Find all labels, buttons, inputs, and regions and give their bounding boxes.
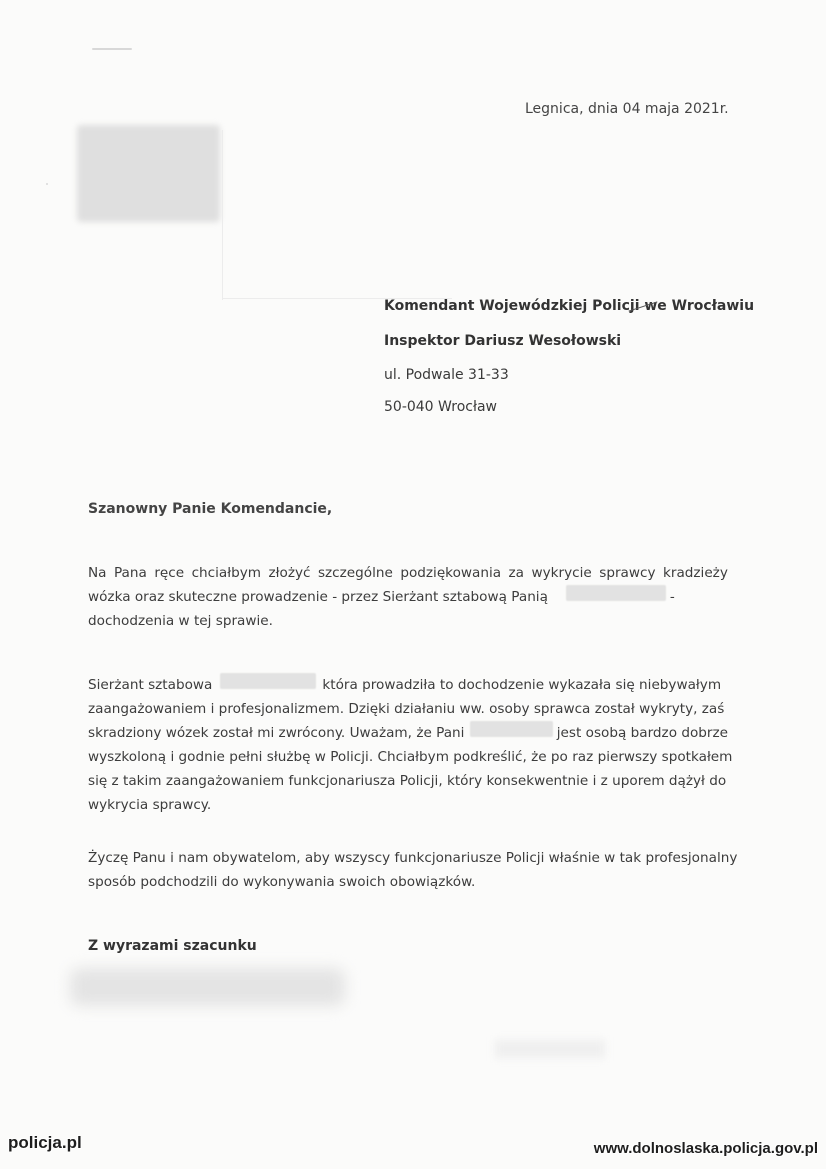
paragraph-word: szczególne xyxy=(317,565,393,581)
paragraph-text: wózka oraz skuteczne prowadzenie - przez Sierżant sztabową Panią xyxy=(88,589,548,605)
paragraph-3 xyxy=(88,846,738,894)
redacted-name xyxy=(566,585,666,601)
paragraph-2 xyxy=(88,673,733,817)
paragraph-word: sprawcy xyxy=(599,565,656,581)
closing-phrase: Z wyrazami szacunku xyxy=(88,938,257,954)
paragraph-line xyxy=(88,870,728,894)
recipient-title: Komendant Wojewódzkiej Policji we Wrocławiu xyxy=(384,298,755,314)
scan-speck xyxy=(46,183,48,185)
paragraph-text: się z takim zaangażowaniem funkcjonariusza Policji, który konsekwentnie i z uporem dążył do xyxy=(88,773,727,789)
paragraph-word: Na xyxy=(88,565,107,581)
paragraph-word: ręce xyxy=(154,565,185,581)
paragraph-text: jest osobą bardzo dobrze xyxy=(556,725,728,741)
recipient-name: Inspektor Dariusz Wesołowski xyxy=(384,333,622,349)
recipient-street: ul. Podwale 31-33 xyxy=(384,367,509,383)
paragraph-text: Życzę Panu i nam obywatelom, aby wszyscy funkcjonariusze Policji właśnie w tak profesjonalny xyxy=(88,850,738,866)
paragraph-text: sposób podchodzili do wykonywania swoich obowiązków. xyxy=(88,874,476,890)
paragraph-line xyxy=(88,745,733,769)
paragraph-line xyxy=(88,721,728,745)
paragraph-word: wykrycie xyxy=(531,565,592,581)
paragraph-line xyxy=(88,673,728,697)
paragraph-text: skradziony wózek został mi zwrócony. Uważam, że Pani xyxy=(88,725,465,741)
paragraph-word: podziękowania xyxy=(400,565,502,581)
redacted-name xyxy=(470,721,552,737)
paragraph-line xyxy=(88,697,728,721)
paragraph-word: złożyć xyxy=(268,565,311,581)
policja-logo-text: policja.pl xyxy=(8,1133,82,1152)
paragraph-word: chciałbym xyxy=(191,565,262,581)
paragraph-word: Pana xyxy=(113,565,147,581)
source-url-watermark: www.dolnoslaska.policja.gov.pl xyxy=(593,1140,818,1157)
paragraph-1 xyxy=(88,561,728,633)
paragraph-line xyxy=(88,793,728,817)
letter-date: Legnica, dnia 04 maja 2021r. xyxy=(525,101,729,117)
paragraph-text: która prowadziła to dochodzenie wykazała się niebywałym xyxy=(322,677,722,693)
paragraph-text: zaangażowaniem i profesjonalizmem. Dzięki działaniu ww. osoby sprawca został wykryty, zaś xyxy=(88,701,725,717)
scan-speck xyxy=(92,48,132,50)
paragraph-line xyxy=(88,769,728,793)
paragraph-line xyxy=(88,585,728,609)
paragraph-text: wykrycia sprawcy. xyxy=(88,797,212,813)
paragraph-text: dochodzenia w tej sprawie. xyxy=(88,613,273,629)
scan-fold-line xyxy=(222,130,223,300)
paragraph-word: za xyxy=(508,565,524,581)
paragraph-line xyxy=(88,846,738,870)
greeting: Szanowny Panie Komendancie, xyxy=(88,501,333,517)
paragraph-word: kradzieży xyxy=(662,565,728,581)
paragraph-text: - xyxy=(669,589,675,605)
faint-stamp xyxy=(495,1040,605,1058)
redacted-name xyxy=(220,673,316,689)
paragraph-text: wyszkoloną i godnie pełni służbę w Policji. Chciałbym podkreślić, że po raz pierwszy spotkałem xyxy=(88,749,733,765)
signature-redacted xyxy=(70,968,345,1006)
paragraph-line xyxy=(88,609,728,633)
paragraph-text: Sierżant sztabowa xyxy=(88,677,213,693)
sender-address-redacted xyxy=(77,125,220,222)
paragraph-line xyxy=(88,561,728,585)
recipient-city: 50-040 Wrocław xyxy=(384,399,497,415)
